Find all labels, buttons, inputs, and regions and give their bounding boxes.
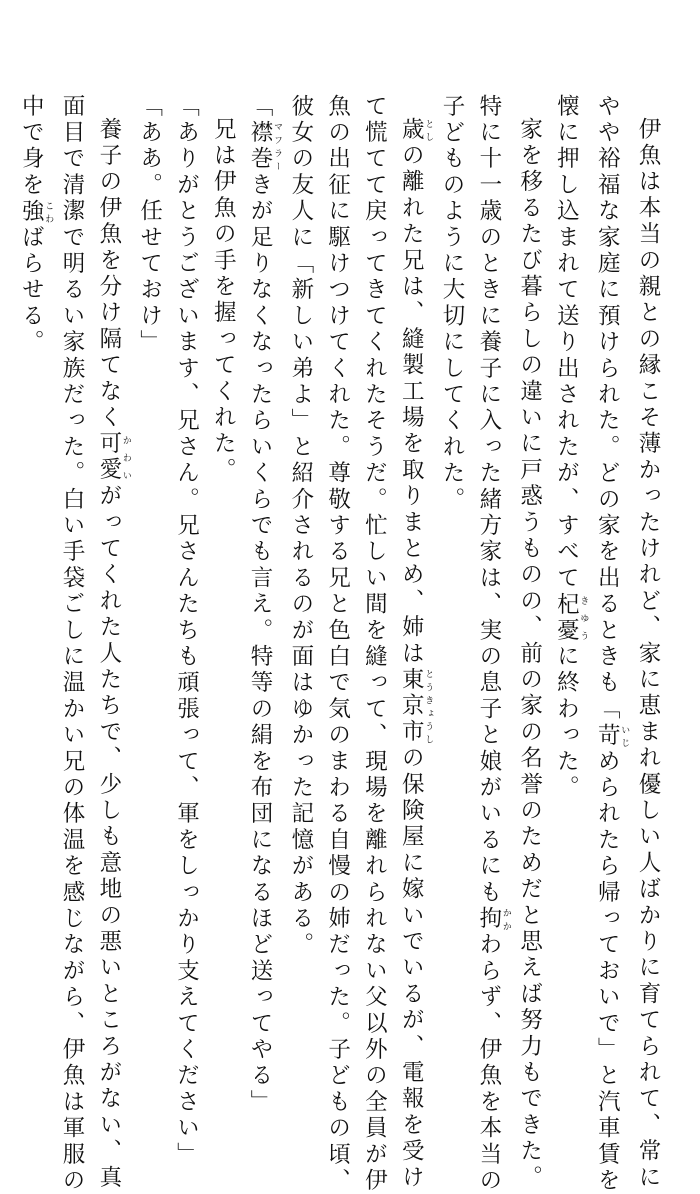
ruby-annotation [95, 430, 131, 484]
ruby-base: 強 [18, 198, 45, 226]
ruby-reading: かわい [120, 430, 131, 484]
text-segment: 子どものように大切にしてくれた。 [439, 94, 466, 514]
text-segment: の保険屋に嫁いでいるが、電報を受け [398, 745, 425, 1191]
text-segment: きが足りなくなったらいくらでも言え。特等の絹を布団になるほど送ってやる」 [247, 172, 274, 1116]
text-segment: 彼女の友人に「新しい弟よ」と紹介されるのが面はゆかった記憶がある。 [287, 94, 314, 959]
text-segment: て慌てて戻ってきてくれたそうだ。忙しい間を縫って、現場を離れられない父以外の全員が伊 [361, 94, 388, 1194]
text-line [168, 94, 205, 1169]
text-segment: 懐に押し込まれて送り出されたが、すべて [553, 94, 580, 592]
text-segment: 「ああ。任せておけ」 [136, 94, 163, 356]
text-segment: の離れた兄は、縫製工場を取りまとめ、姉は [398, 142, 425, 667]
text-line [204, 94, 241, 994]
text-segment: 魚の出征に駆けつけてくれた。尊敬する兄と色白で気のまわる自慢の姉だった。子どもの頃、 [324, 94, 351, 1194]
ruby-annotation [553, 591, 589, 645]
text-line [392, 94, 434, 1191]
ruby-base: 苛 [594, 722, 621, 750]
ruby-annotation [594, 722, 630, 750]
text-segment: 養子の伊魚を分け隔てなく [95, 116, 122, 431]
text-segment: 伊魚は本当の親との縁こそ薄かったけれど、家に恵まれ優しい人ばかりに育てられて、常に [635, 116, 661, 1191]
text-line [90, 94, 131, 1191]
ruby-reading: とうきょうし [423, 666, 434, 746]
ruby-reading: とし [423, 116, 434, 143]
ruby-reading: こわ [43, 198, 54, 226]
text-segment: わらず、伊魚を本当の [475, 932, 502, 1194]
ruby-base: 襟巻 [247, 120, 274, 173]
ruby-base: 杞憂 [553, 591, 580, 645]
text-segment: に終わった。 [553, 644, 580, 802]
vertical-text-body [18, 94, 666, 1194]
text-line [12, 94, 53, 994]
text-line [53, 94, 90, 1194]
ruby-base: 拘 [475, 906, 502, 933]
text-line [319, 94, 356, 1194]
ruby-reading: きゆう [578, 591, 589, 645]
text-segment: 家を移るたび暮らしの違いに戸惑うものの、前の家の名誉のためだと思えば努力もできた。 [516, 116, 543, 1191]
text-segment: 兄は伊魚の手を握ってくれた。 [210, 116, 237, 484]
ruby-annotation [398, 666, 434, 746]
text-segment: ばらせる。 [18, 225, 45, 357]
ruby-reading: マフラー [272, 120, 283, 173]
text-segment: 特に十一歳のときに養子に入った緒方家は、実の息子と娘がいるにも [475, 94, 502, 907]
text-segment: 「 [247, 94, 274, 121]
ruby-base: 可愛 [95, 430, 122, 484]
text-line [470, 94, 511, 1194]
ruby-annotation [247, 120, 283, 173]
text-line [629, 94, 666, 1191]
ruby-reading: かか [500, 906, 511, 933]
ruby-annotation [18, 198, 54, 226]
ruby-annotation [475, 906, 511, 933]
text-line [588, 94, 630, 1194]
text-segment: やや裕福な家庭に預けられた。どの家を出るときも「 [594, 94, 621, 723]
ruby-annotation [398, 116, 434, 143]
text-segment: 面目で清潔で明るい家族だった。白い手袋ごしに温かい兄の体温を感じながら、伊魚は軍服の [59, 94, 86, 1194]
text-line [131, 94, 168, 994]
text-segment: められたら帰っておいで」と汽車賃を [594, 749, 621, 1194]
text-segment: がってくれた人たちで、少しも意地の悪いところがない、真 [95, 483, 122, 1191]
text-line [433, 94, 470, 994]
text-line [511, 94, 548, 1191]
text-segment: 「ありがとうございます、兄さん。兄さんたちも頑張って、軍をしっかり支えてください」 [173, 94, 200, 1169]
ruby-base: 東京市 [398, 666, 425, 746]
text-line [241, 94, 283, 1116]
ruby-base: 歳 [398, 116, 425, 143]
text-line [282, 94, 319, 994]
text-line [356, 94, 393, 1194]
text-segment: 中で身を [18, 94, 45, 199]
text-line [548, 94, 589, 994]
ruby-reading: いじ [619, 722, 630, 750]
